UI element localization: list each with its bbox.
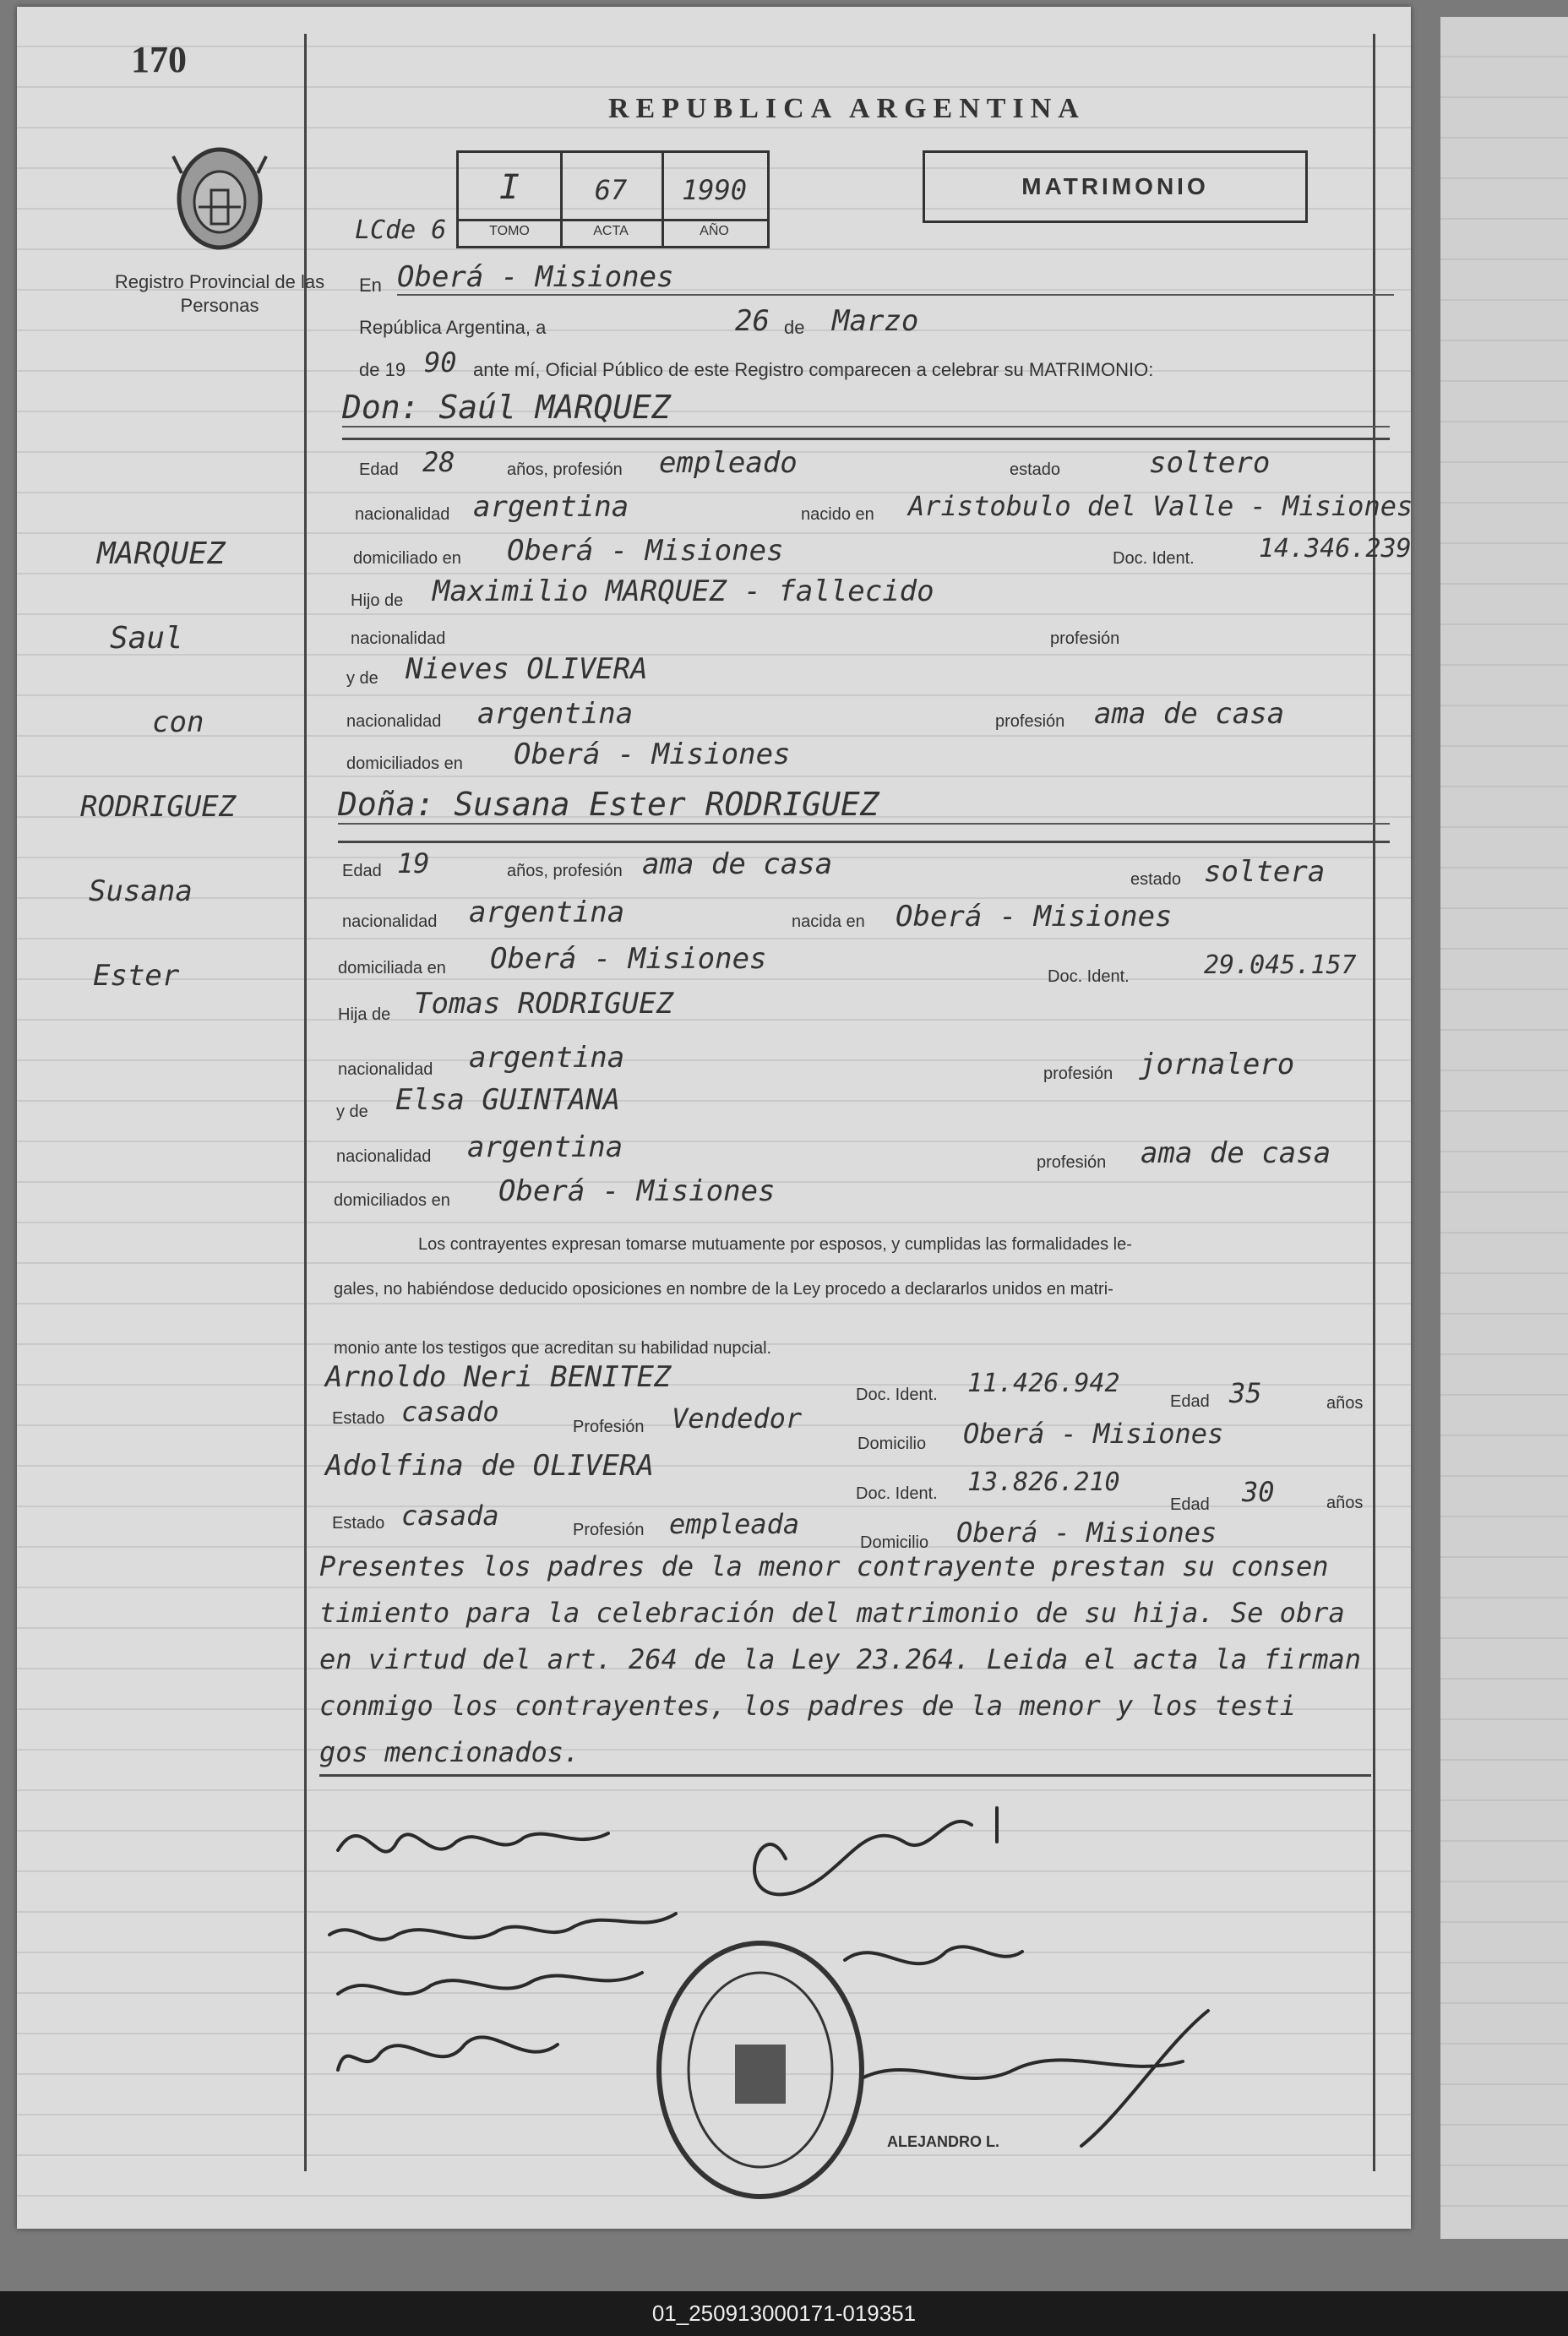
note-line: gos mencionados. [319,1736,580,1768]
intro-text: ante mí, Oficial Público de este Registro comparecen a celebrar su MATRIMONIO: [473,359,1154,380]
groom-address: Oberá - Misiones [507,534,784,568]
doc-label: Doc. Ident. [856,1386,938,1404]
nacionalidad-label: nacionalidad [342,912,438,931]
margin-rule [304,34,307,2171]
tomo-acta-anio-box [456,150,770,248]
signature-mother-icon [338,2037,558,2070]
edad-label: Edad [1170,1392,1210,1411]
nacionalidad-label: nacionalidad [336,1147,432,1166]
nacionalidad-label: nacionalidad [351,629,446,648]
page-number: 170 [131,39,187,80]
en-label: En [359,275,382,296]
groom-title: Don: Saúl MARQUEZ [342,389,1390,427]
note-line: timiento para la celebración del matrimonio de su hija. Se obra [319,1597,1345,1629]
witness-name: Arnoldo Neri BENITEZ [325,1360,672,1394]
margin-note: Ester [93,959,180,993]
signature-witness2-icon [845,1947,1022,1963]
groom-age: 28 [422,446,455,478]
groom-mother: Nieves OLIVERA [406,652,648,686]
profesion-label: profesión [995,712,1065,731]
anos-profesion-label: años, profesión [507,862,623,880]
groom-parents-address: Oberá - Misiones [514,738,791,771]
signature-bride-icon [329,1914,676,1940]
note-line: conmigo los contrayentes, los padres de la menor y los testi [319,1690,1296,1722]
signature-witness1-icon [754,1808,997,1894]
bride-birthplace: Oberá - Misiones [896,900,1173,934]
bride-doc: 29.045.157 [1204,950,1357,980]
section-rule [338,841,1390,843]
witness-name: Adolfina de OLIVERA [325,1449,654,1483]
nacionalidad-label: nacionalidad [338,1060,433,1079]
image-id-footer: 01_250913000171-019351 [0,2291,1568,2336]
margin-note: MARQUEZ [97,536,226,571]
bride-mother-nationality: argentina [467,1130,623,1164]
groom-mother-nationality: argentina [477,697,634,731]
year-suffix: 90 [424,346,457,378]
declaration-line: monio ante los testigos que acreditan su habilidad nupcial. [334,1339,772,1358]
note-line: Presentes los padres de la menor contrayente prestan su consen [319,1550,1329,1582]
witness-age: 35 [1229,1377,1262,1409]
groom-nationality: argentina [473,490,629,524]
estado-label: Estado [332,1514,385,1533]
domiciliados-label: domiciliados en [334,1191,450,1210]
acta-value: 67 [594,174,628,206]
edad-label: Edad [342,862,382,880]
profesion-label: Profesión [573,1418,645,1436]
yde-label: y de [346,669,378,688]
bride-title: Doña: Susana Ester RODRIGUEZ [338,786,1390,825]
declaration-line: gales, no habiéndose deducido oposiciones en nombre de la Ley procedo a declararlos unidos en matri- [334,1280,1113,1299]
bride-mother: Elsa GUINTANA [395,1083,621,1117]
hija-label: Hija de [338,1005,391,1024]
signature-official-icon [862,2011,1208,2146]
witness-address: Oberá - Misiones [963,1418,1224,1450]
bride-nationality: argentina [469,896,625,929]
anio-value: 1990 [681,174,748,206]
margin-note: con [152,705,204,739]
section-rule [342,438,1390,440]
official-stamp: ALEJANDRO L. [887,2133,1000,2150]
margin-note: RODRIGUEZ [80,790,237,824]
year-prefix: de 19 [359,359,406,380]
day-value: 26 [735,304,770,338]
estado-label: Estado [332,1409,385,1428]
bride-age: 19 [397,847,430,879]
witness-doc: 13.826.210 [967,1467,1120,1497]
doc-label: Doc. Ident. [1048,967,1130,986]
domicilio-label: Domicilio [860,1533,929,1552]
tomo-value: I [498,168,520,207]
nacionalidad-label: nacionalidad [346,712,442,731]
groom-father: Maximilio MARQUEZ - fallecido [433,574,934,608]
margin-note: Saul [110,621,183,656]
nacida-label: nacida en [792,912,865,931]
groom-mother-profession: ama de casa [1094,697,1285,731]
profesion-label: profesión [1037,1153,1107,1172]
groom-profession: empleado [659,446,798,480]
signature-father-icon [338,1973,642,1994]
coat-of-arms-icon [165,139,275,258]
hijo-label: Hijo de [351,591,404,610]
country-title: REPUBLICA ARGENTINA [608,93,1086,124]
section-rule [319,1774,1371,1777]
tomo-label: TOMO [489,224,530,238]
rep-label: República Argentina, a [359,317,547,338]
profesion-label: profesión [1043,1065,1113,1083]
witness-status: casada [401,1500,499,1532]
witness-age: 30 [1242,1476,1275,1508]
nacionalidad-label: nacionalidad [355,505,450,524]
yde-label: y de [336,1103,368,1121]
bride-profession: ama de casa [642,847,833,881]
bride-parents-address: Oberá - Misiones [498,1174,776,1208]
registry-name: Registro Provincial de las Personas [114,271,325,316]
estado-label: estado [1010,460,1061,479]
witness-address: Oberá - Misiones [956,1516,1217,1549]
groom-doc: 14.346.239 [1259,534,1412,564]
de-label: de [784,317,805,338]
anos-label: años [1326,1394,1364,1413]
witness-profession: empleada [669,1508,800,1540]
witness-doc: 11.426.942 [967,1369,1120,1398]
nacido-label: nacido en [801,505,874,524]
doc-label: Doc. Ident. [856,1484,938,1503]
doc-type-box: MATRIMONIO [923,150,1308,223]
domiciliado-label: domiciliado en [353,549,461,568]
edad-label: Edad [359,460,399,479]
place-value: Oberá - Misiones [397,260,1394,296]
witness-status: casado [401,1396,499,1428]
bride-address: Oberá - Misiones [490,942,767,976]
domiciliada-label: domiciliada en [338,959,446,977]
domiciliados-label: domiciliados en [346,754,463,773]
edad-label: Edad [1170,1495,1210,1514]
bride-father-profession: jornalero [1139,1048,1295,1081]
witness-profession: Vendedor [672,1402,803,1435]
signatures-area [321,1791,1377,2230]
adjacent-page [1440,17,1568,2239]
bride-mother-profession: ama de casa [1141,1136,1331,1170]
doc-label: Doc. Ident. [1113,549,1195,568]
bride-status: soltera [1204,855,1326,889]
anos-profesion-label: años, profesión [507,460,623,479]
groom-status: soltero [1149,446,1271,480]
estado-label: estado [1130,870,1182,889]
margin-note: Susana [89,874,193,908]
signature-groom-icon [338,1833,608,1852]
acta-label: ACTA [593,224,629,238]
profesion-label: Profesión [573,1521,645,1539]
bride-father-nationality: argentina [469,1041,625,1075]
anio-label: AÑO [700,224,729,238]
note-line: en virtud del art. 264 de la Ley 23.264. Leida el acta la firman [319,1643,1361,1675]
profesion-label: profesión [1050,629,1120,648]
bride-father: Tomas RODRIGUEZ [414,987,674,1021]
groom-birthplace: Aristobulo del Valle - Misiones [908,490,1413,522]
month-value: Marzo [832,304,919,338]
book-label: LCde 6 [355,215,447,245]
declaration-line: Los contrayentes expresan tomarse mutuamente por esposos, y cumplidas las formalidades le- [418,1235,1132,1254]
anos-label: años [1326,1494,1364,1512]
domicilio-label: Domicilio [858,1435,927,1453]
